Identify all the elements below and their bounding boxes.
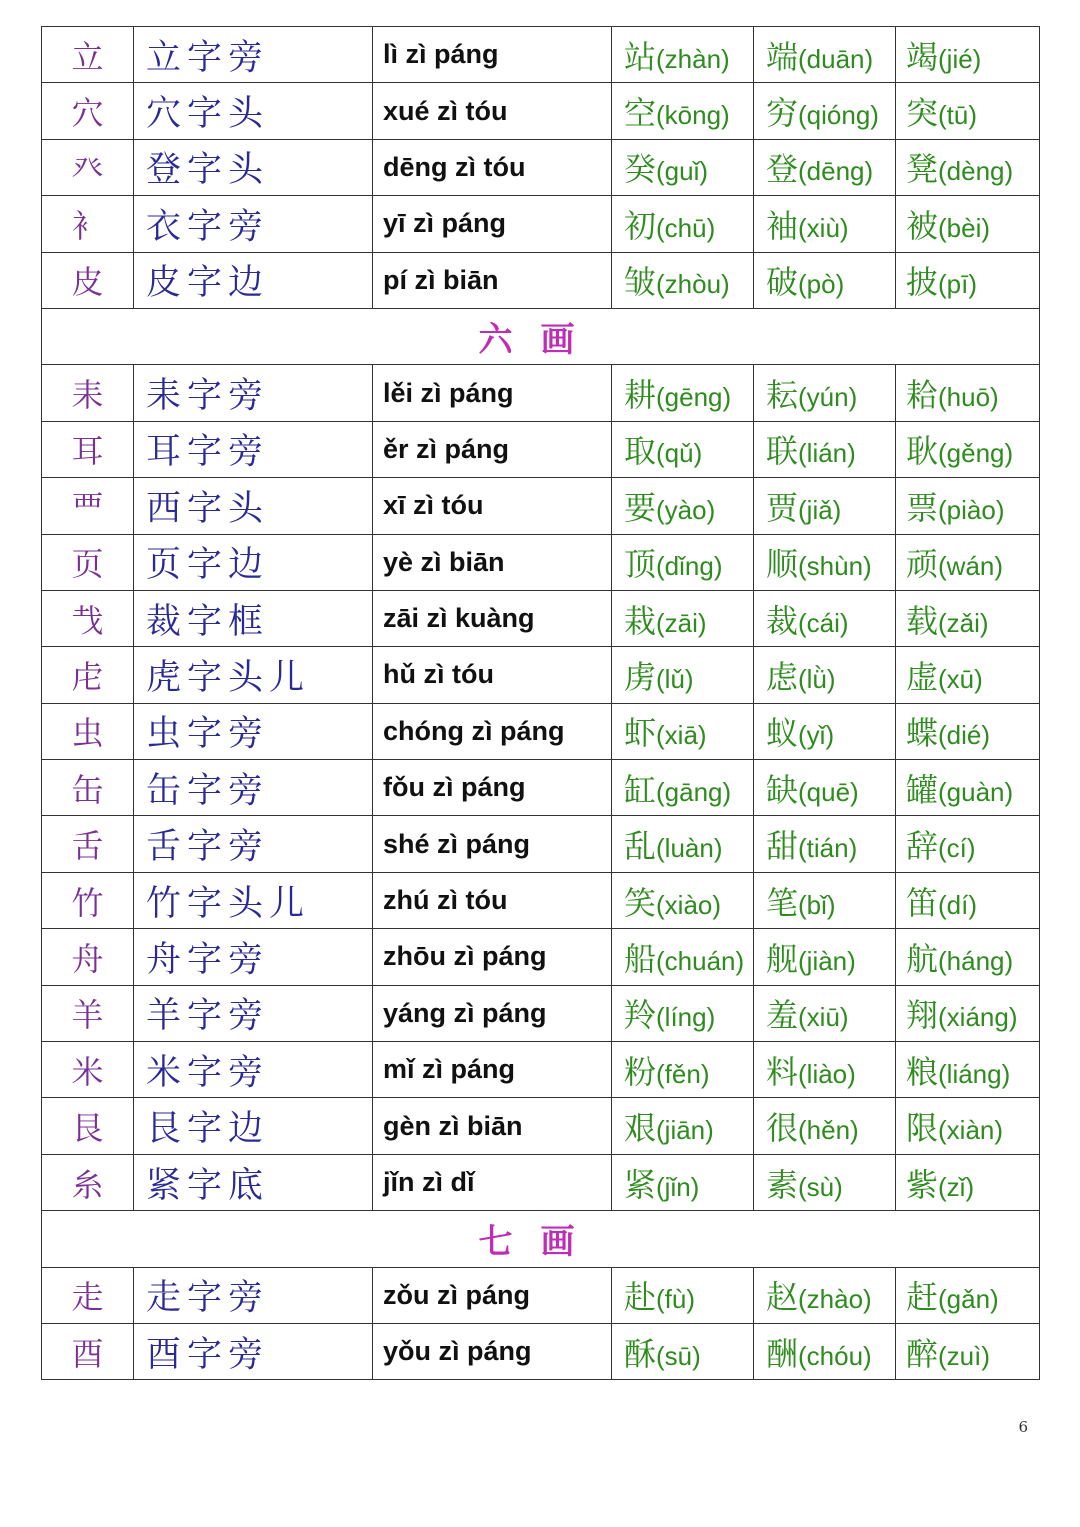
example-pinyin: (sù) — [798, 1171, 843, 1202]
radical-pinyin-cell: ěr zì páng — [373, 421, 612, 477]
radical-row — [42, 985, 1040, 1041]
example-char: 联 — [766, 432, 799, 471]
example-cell — [754, 83, 896, 139]
page-number: 6 — [1018, 1418, 1028, 1436]
example-cell — [612, 534, 754, 590]
radical-pinyin-cell: fǒu zì páng — [373, 760, 612, 816]
example-pinyin: (bǐ) — [798, 889, 836, 920]
radical-row — [42, 1154, 1040, 1210]
example-char: 空 — [624, 94, 657, 133]
example-cell — [896, 478, 1040, 534]
radical-cell: 页 — [42, 534, 134, 590]
radical-row — [42, 590, 1040, 646]
example-cell — [612, 985, 754, 1041]
radical-pinyin-cell: zhōu zì páng — [373, 929, 612, 985]
radical-pinyin-cell: dēng zì tóu — [373, 139, 612, 195]
example-pinyin: (yún) — [798, 382, 858, 413]
radical-name-cell: 舌字旁 — [134, 816, 373, 872]
example-pinyin: (cí) — [938, 833, 976, 864]
radical-pinyin-cell: zhú zì tóu — [373, 872, 612, 928]
radical-row — [42, 1323, 1040, 1379]
example-cell — [754, 1098, 896, 1154]
example-cell — [896, 421, 1040, 477]
radical-name-cell: 竹字头儿 — [134, 872, 373, 928]
radical-name-cell: 舟字旁 — [134, 929, 373, 985]
example-cell — [896, 139, 1040, 195]
example-char: 紫 — [906, 1165, 939, 1204]
example-pinyin: (jiǎ) — [798, 494, 842, 525]
example-pinyin: (dǐng) — [656, 551, 723, 582]
radical-cell: 舌 — [42, 816, 134, 872]
example-char: 票 — [906, 488, 939, 527]
radical-name-cell: 登字头 — [134, 139, 373, 195]
example-pinyin: (pī) — [938, 269, 978, 300]
radical-pinyin-cell: xī zì tóu — [373, 478, 612, 534]
example-pinyin: (jié) — [938, 43, 982, 74]
radical-row — [42, 929, 1040, 985]
example-pinyin: (liào) — [798, 1058, 856, 1089]
example-char: 要 — [624, 488, 657, 527]
example-pinyin: (guǐ) — [656, 156, 709, 187]
example-char: 笑 — [624, 883, 657, 922]
example-char: 缸 — [624, 770, 657, 809]
example-pinyin: (shùn) — [798, 551, 872, 582]
example-pinyin: (hěn) — [798, 1115, 859, 1146]
example-cell — [754, 534, 896, 590]
example-pinyin: (chū) — [656, 212, 716, 243]
example-char: 登 — [766, 150, 799, 189]
example-char: 粉 — [624, 1052, 657, 1091]
example-char: 缺 — [766, 770, 799, 809]
radical-cell: 羊 — [42, 985, 134, 1041]
radical-row — [42, 196, 1040, 252]
radical-name-cell: 米字旁 — [134, 1042, 373, 1098]
example-cell — [896, 816, 1040, 872]
example-char: 料 — [766, 1052, 799, 1091]
example-cell — [896, 27, 1040, 83]
example-char: 虾 — [624, 714, 657, 753]
example-cell — [896, 1042, 1040, 1098]
example-pinyin: (cái) — [798, 607, 849, 638]
radical-cell: 皮 — [42, 252, 134, 308]
radical-pinyin-cell: mǐ zì páng — [373, 1042, 612, 1098]
example-char: 罐 — [906, 770, 939, 809]
example-char: 赵 — [766, 1278, 799, 1317]
example-char: 癸 — [624, 150, 657, 189]
radical-pinyin-cell: yī zì páng — [373, 196, 612, 252]
example-pinyin: (zǐ) — [938, 1171, 975, 1202]
radical-cell: 竹 — [42, 872, 134, 928]
radical-pinyin-cell: yáng zì páng — [373, 985, 612, 1041]
example-pinyin: (wán) — [938, 551, 1004, 582]
example-cell — [754, 872, 896, 928]
example-cell — [754, 816, 896, 872]
example-cell — [754, 252, 896, 308]
radical-row — [42, 816, 1040, 872]
example-cell — [612, 83, 754, 139]
example-cell — [896, 647, 1040, 703]
radical-cell: 走 — [42, 1267, 134, 1323]
example-cell — [754, 421, 896, 477]
radical-name-cell: 页字边 — [134, 534, 373, 590]
example-char: 蚁 — [766, 714, 799, 753]
radical-row — [42, 534, 1040, 590]
radical-pinyin-cell: shé zì páng — [373, 816, 612, 872]
example-pinyin: (qióng) — [798, 100, 879, 131]
example-cell — [754, 1042, 896, 1098]
example-cell — [754, 1323, 896, 1379]
example-pinyin: (zhào) — [798, 1284, 872, 1315]
example-char: 辞 — [906, 827, 939, 866]
radical-pinyin-cell: gèn zì biān — [373, 1098, 612, 1154]
radical-cell: 癶 — [42, 139, 134, 195]
radical-pinyin-cell: xué zì tóu — [373, 83, 612, 139]
example-pinyin: (jiān) — [656, 1115, 714, 1146]
example-pinyin: (kōng) — [656, 100, 730, 131]
example-cell — [754, 929, 896, 985]
example-pinyin: (gěng) — [938, 438, 1014, 469]
example-char: 限 — [906, 1109, 939, 1148]
radical-row — [42, 872, 1040, 928]
example-pinyin: (luàn) — [656, 833, 723, 864]
example-char: 耠 — [906, 376, 939, 415]
section-title: 六画 — [42, 308, 1040, 364]
example-cell — [612, 365, 754, 421]
example-pinyin: (xiā) — [656, 720, 707, 751]
example-char: 很 — [766, 1109, 799, 1148]
example-pinyin: (piào) — [938, 494, 1005, 525]
radical-row — [42, 1042, 1040, 1098]
example-char: 翔 — [906, 996, 939, 1035]
radical-name-cell: 酉字旁 — [134, 1323, 373, 1379]
example-char: 初 — [624, 206, 657, 245]
example-cell — [612, 252, 754, 308]
radical-cell: 耳 — [42, 421, 134, 477]
radical-name-cell: 羊字旁 — [134, 985, 373, 1041]
radical-cell: 艮 — [42, 1098, 134, 1154]
example-pinyin: (zāi) — [656, 607, 707, 638]
example-char: 端 — [766, 37, 799, 76]
example-char: 酥 — [624, 1334, 657, 1373]
example-cell — [896, 1154, 1040, 1210]
example-cell — [612, 816, 754, 872]
radical-name-cell: 虫字旁 — [134, 703, 373, 759]
radical-pinyin-cell: chóng zì páng — [373, 703, 612, 759]
example-cell — [612, 647, 754, 703]
example-cell — [612, 421, 754, 477]
example-char: 突 — [906, 94, 939, 133]
example-char: 羞 — [766, 996, 799, 1035]
radical-cell: 米 — [42, 1042, 134, 1098]
radical-row — [42, 760, 1040, 816]
example-pinyin: (dié) — [938, 720, 991, 751]
example-char: 贾 — [766, 488, 799, 527]
example-char: 虚 — [906, 657, 939, 696]
radical-row — [42, 703, 1040, 759]
example-pinyin: (liáng) — [938, 1058, 1011, 1089]
radical-row — [42, 27, 1040, 83]
example-cell — [896, 83, 1040, 139]
radical-row — [42, 139, 1040, 195]
radical-name-cell: 皮字边 — [134, 252, 373, 308]
example-char: 顶 — [624, 545, 657, 584]
radical-row — [42, 1267, 1040, 1323]
example-cell — [896, 365, 1040, 421]
example-char: 取 — [624, 432, 657, 471]
example-pinyin: (xiù) — [798, 212, 849, 243]
radical-row — [42, 83, 1040, 139]
example-cell — [754, 985, 896, 1041]
example-char: 素 — [766, 1165, 799, 1204]
radical-table — [41, 26, 1040, 1380]
example-pinyin: (fù) — [656, 1284, 696, 1315]
example-pinyin: (bèi) — [938, 212, 991, 243]
example-pinyin: (guàn) — [938, 776, 1014, 807]
section-header-row — [42, 1211, 1040, 1267]
example-char: 耘 — [766, 376, 799, 415]
example-char: 耕 — [624, 376, 657, 415]
radical-name-cell: 裁字框 — [134, 590, 373, 646]
example-char: 舰 — [766, 939, 799, 978]
radical-row — [42, 647, 1040, 703]
example-pinyin: (zhàn) — [656, 43, 730, 74]
radical-name-cell: 艮字边 — [134, 1098, 373, 1154]
example-cell — [612, 590, 754, 646]
example-pinyin: (tū) — [938, 100, 978, 131]
example-cell — [896, 196, 1040, 252]
example-pinyin: (jiàn) — [798, 945, 856, 976]
example-char: 甜 — [766, 827, 799, 866]
example-cell — [896, 872, 1040, 928]
example-pinyin: (yǐ) — [798, 720, 835, 751]
example-cell — [896, 1323, 1040, 1379]
example-pinyin: (qǔ) — [656, 438, 703, 469]
example-cell — [612, 1042, 754, 1098]
example-char: 船 — [624, 939, 657, 978]
example-pinyin: (gēng) — [656, 382, 732, 413]
example-cell — [612, 872, 754, 928]
example-pinyin: (zhòu) — [656, 269, 730, 300]
radical-pinyin-cell: pí zì biān — [373, 252, 612, 308]
example-cell — [754, 703, 896, 759]
example-pinyin: (zuì) — [938, 1340, 991, 1371]
radical-pinyin-cell: zǒu zì páng — [373, 1267, 612, 1323]
example-cell — [612, 139, 754, 195]
example-char: 顺 — [766, 545, 799, 584]
example-cell — [896, 985, 1040, 1041]
radical-cell: 立 — [42, 27, 134, 83]
example-cell — [896, 252, 1040, 308]
radical-name-cell: 立字旁 — [134, 27, 373, 83]
example-cell — [754, 1154, 896, 1210]
radical-name-cell: 紧字底 — [134, 1154, 373, 1210]
radical-row — [42, 421, 1040, 477]
radical-pinyin-cell: hǔ zì tóu — [373, 647, 612, 703]
example-char: 紧 — [624, 1165, 657, 1204]
example-pinyin: (lián) — [798, 438, 856, 469]
example-pinyin: (lǔ) — [656, 663, 694, 694]
example-cell — [612, 760, 754, 816]
example-char: 乱 — [624, 827, 657, 866]
example-pinyin: (sū) — [656, 1340, 701, 1371]
radical-row — [42, 478, 1040, 534]
example-cell — [754, 590, 896, 646]
example-cell — [612, 703, 754, 759]
example-pinyin: (chóu) — [798, 1340, 872, 1371]
table-body — [42, 27, 1040, 1380]
radical-row — [42, 1098, 1040, 1154]
radical-cell: 衤 — [42, 196, 134, 252]
example-char: 被 — [906, 206, 939, 245]
section-title: 七画 — [42, 1211, 1040, 1267]
example-cell — [896, 534, 1040, 590]
radical-cell: 穴 — [42, 83, 134, 139]
example-pinyin: (chuán) — [656, 945, 745, 976]
example-char: 凳 — [906, 150, 939, 189]
example-char: 赶 — [906, 1278, 939, 1317]
example-char: 羚 — [624, 996, 657, 1035]
example-cell — [754, 139, 896, 195]
example-pinyin: (yào) — [656, 494, 716, 525]
radical-cell: 虍 — [42, 647, 134, 703]
example-cell — [754, 196, 896, 252]
example-char: 顽 — [906, 545, 939, 584]
example-cell — [612, 196, 754, 252]
example-cell — [896, 590, 1040, 646]
example-char: 虏 — [624, 657, 657, 696]
example-cell — [612, 1098, 754, 1154]
radical-row — [42, 365, 1040, 421]
example-cell — [612, 478, 754, 534]
example-cell — [896, 703, 1040, 759]
example-pinyin: (fěn) — [656, 1058, 710, 1089]
example-pinyin: (háng) — [938, 945, 1014, 976]
example-cell — [896, 760, 1040, 816]
radical-name-cell: 虎字头儿 — [134, 647, 373, 703]
example-pinyin: (xiū) — [798, 1002, 849, 1033]
example-char: 披 — [906, 263, 939, 302]
example-char: 栽 — [624, 601, 657, 640]
example-char: 酬 — [766, 1334, 799, 1373]
example-pinyin: (xiáng) — [938, 1002, 1018, 1033]
example-pinyin: (dēng) — [798, 156, 874, 187]
example-cell — [612, 1154, 754, 1210]
example-pinyin: (zǎi) — [938, 607, 989, 638]
example-pinyin: (lǜ) — [798, 663, 836, 694]
example-pinyin: (xū) — [938, 663, 983, 694]
example-char: 袖 — [766, 206, 799, 245]
example-cell — [612, 929, 754, 985]
example-cell — [754, 478, 896, 534]
radical-pinyin-cell: lì zì páng — [373, 27, 612, 83]
example-char: 醉 — [906, 1334, 939, 1373]
example-char: 站 — [624, 37, 657, 76]
example-pinyin: (xiàn) — [938, 1115, 1004, 1146]
example-pinyin: (gǎn) — [938, 1284, 999, 1315]
example-char: 艰 — [624, 1109, 657, 1148]
example-pinyin: (xiào) — [656, 889, 722, 920]
radical-pinyin-cell: lěi zì páng — [373, 365, 612, 421]
example-cell — [754, 760, 896, 816]
example-pinyin: (duān) — [798, 43, 874, 74]
example-pinyin: (dí) — [938, 889, 978, 920]
example-char: 皱 — [624, 263, 657, 302]
example-char: 破 — [766, 263, 799, 302]
example-pinyin: (tián) — [798, 833, 858, 864]
example-char: 耿 — [906, 432, 939, 471]
example-pinyin: (líng) — [656, 1002, 716, 1033]
radical-pinyin-cell: jǐn zì dǐ — [373, 1154, 612, 1210]
example-pinyin: (pò) — [798, 269, 845, 300]
example-char: 裁 — [766, 601, 799, 640]
example-char: 蝶 — [906, 714, 939, 753]
radical-cell: 缶 — [42, 760, 134, 816]
example-char: 赴 — [624, 1278, 657, 1317]
example-char: 笛 — [906, 883, 939, 922]
radical-cell: 酉 — [42, 1323, 134, 1379]
radical-row — [42, 252, 1040, 308]
example-char: 航 — [906, 939, 939, 978]
example-pinyin: (jǐn) — [656, 1171, 700, 1202]
example-cell — [612, 27, 754, 83]
radical-name-cell: 走字旁 — [134, 1267, 373, 1323]
example-cell — [754, 647, 896, 703]
example-pinyin: (dèng) — [938, 156, 1014, 187]
example-cell — [754, 1267, 896, 1323]
radical-pinyin-cell: yǒu zì páng — [373, 1323, 612, 1379]
example-char: 竭 — [906, 37, 939, 76]
radical-cell: 覀 — [42, 478, 134, 534]
example-char: 虑 — [766, 657, 799, 696]
section-header-row — [42, 308, 1040, 364]
example-char: 穷 — [766, 94, 799, 133]
radical-cell: 舟 — [42, 929, 134, 985]
radical-name-cell: 耒字旁 — [134, 365, 373, 421]
example-pinyin: (huō) — [938, 382, 999, 413]
radical-pinyin-cell: yè zì biān — [373, 534, 612, 590]
radical-pinyin-cell: zāi zì kuàng — [373, 590, 612, 646]
radical-name-cell: 衣字旁 — [134, 196, 373, 252]
example-char: 载 — [906, 601, 939, 640]
radical-cell: 𢦏 — [42, 590, 134, 646]
example-cell — [754, 27, 896, 83]
example-cell — [754, 365, 896, 421]
radical-cell: 耒 — [42, 365, 134, 421]
radical-name-cell: 缶字旁 — [134, 760, 373, 816]
example-cell — [896, 929, 1040, 985]
radical-cell: 虫 — [42, 703, 134, 759]
radical-cell: 糸 — [42, 1154, 134, 1210]
example-cell — [896, 1098, 1040, 1154]
radical-name-cell: 西字头 — [134, 478, 373, 534]
example-char: 笔 — [766, 883, 799, 922]
example-pinyin: (gāng) — [656, 776, 732, 807]
example-char: 粮 — [906, 1052, 939, 1091]
radical-name-cell: 穴字头 — [134, 83, 373, 139]
example-pinyin: (quē) — [798, 776, 859, 807]
radical-name-cell: 耳字旁 — [134, 421, 373, 477]
example-cell — [612, 1323, 754, 1379]
example-cell — [896, 1267, 1040, 1323]
example-cell — [612, 1267, 754, 1323]
